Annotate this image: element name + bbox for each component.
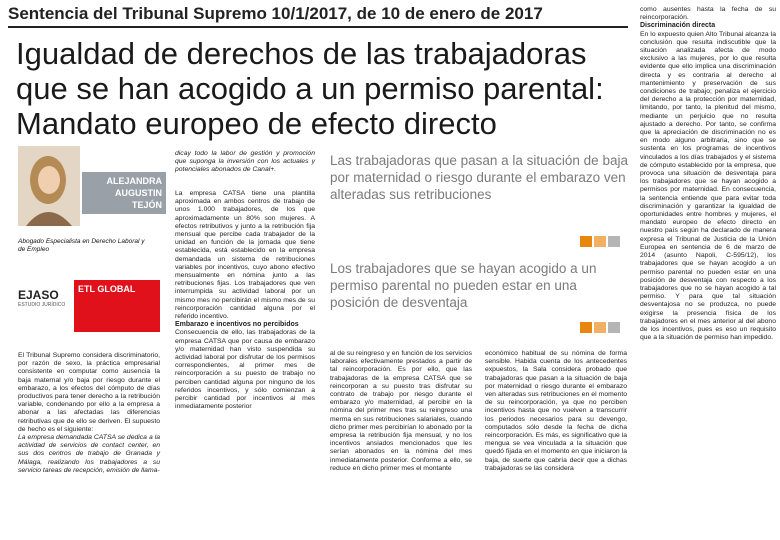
pull-quote-1: Las trabajadoras que pasan a la situación de baja por maternidad o riesgo durante el embarazo ven alteradas sus retribuciones	[330, 153, 628, 202]
article-col-3: al de su reingreso y en función de los servicios laborales efectivamente prestados a partir de tal reincorporación. Es por ello, que las trabajadoras de la empresa CATSA que se reincorporan a su puesto tras disfrutar su contrato de trabajo por riesgo durante el embarazo y/o maternidad, al percibir en la nómina del primer mes tras su reingreso una merma en sus retribuciones salariales, cuando dicho primer mes percibirían lo abonado por la empresa la retribución fija mensual, y no los incentivos ansiados mencionados que les serían abonados en la nómina del mes inmediatamente posterior. Conforme a ello, se reduce en dicho primer mes el montante	[330, 350, 472, 472]
author-portrait-icon	[18, 146, 80, 226]
accent-square	[608, 322, 620, 333]
col-1-italic: La empresa demandada CATSA se dedica a la actividad de servicios de contact center, en sus dos centros de trabajo de Granada y Málaga, realizando los trabajadores a su servicio tareas de recepción, emisión de llama-	[18, 434, 160, 474]
header-rule	[8, 26, 628, 28]
col-5-top: como ausentes hasta la fecha de su reincorporación.	[640, 6, 776, 22]
pull-quote-2-squares	[580, 322, 620, 333]
article-col-4: económico habitual de su nómina de forma sensible. Habida cuenta de los antecedentes expuestos, la Sala considera probado que trabajadoras que pasan a la situación de baja por maternidad o riesgo durante el embarazo ven alteradas sus retribuciones en el momento de su reincorporación, ya que no perciben incentivos hasta que no vuelven a transcurrir los periodos necesarios para su devengo, computados sólo desde la fecha de dicha reincorporación. Es más, es significativo que la mengua se vea vinculada a la situación que quedó fijada en el momento en que iniciaron la baja, de suerte que cabría decir que a dichas trabajadoras se las considera	[485, 350, 627, 472]
ejaso-logo-sub: ESTUDIO JURÍDICO	[18, 302, 66, 308]
ejaso-logo: EJASO	[18, 288, 59, 302]
article-col-5	[640, 6, 776, 342]
col-5-text: En lo expuesto quien Alto Tribunal alcanza la conclusión que resulta indiscutible que la situación analizada afecta de modo exclusivo a las mujeres, por lo que resulta evidente que ello implica una discriminación directa y es contraria al derecho al mantenimiento y preservación de sus condiciones de trabajo; penaliza el ejercicio del derecho a la protección por maternidad, limitando, por tanto, la plenitud del mismo, mediante un perjuicio que no resulta ajustado a derecho. Por tanto, se confirma que la apreciación de discriminación no es en modo alguno arbitraria, sino que se sustenta en los programas de incentivos vinculados a los días trabajados y el sistema de cómputo establecido por la empresa, que provoca una situación de desventaja para los trabajadores que se hayan acogido a permisos por maternidad. En consecuencia, la sentencia entiende que para evitar toda discriminación y garantizar la igualdad de oportunidades entre hombres y mujeres, el mandato europeo de efecto directo en nuestro país según ha declarado de manera expresa el Tribunal de Justicia de la Unión Europea en sentencia de 6 de marzo de 2014 (asunto Napoli, C-595/12), los trabajadores que se hayan acogido a un permiso parental no pueden estar en una posición de desventaja con respecto a los trabajadores que no se hayan acogido a tal permiso. Y para que tal situación desventajosa no se produzca, no puede exigirse la presencia física de los trabajadores en el mes anterior al del abono de los incentivos, pues es eso un requisito que a la situación de permiso han impedido.	[640, 30, 776, 342]
col-2-text: La empresa CATSA tiene una plantilla aproximada en ambos centros de trabajo de unos 1.000 trabajadores, de los que aproximadamente un 80% son mujeres. A efectos retributivos y junto a la retribución fija mensual que percibe cada trabajador de la unidad en función de la jornada que tiene establecida, está establecido en la empresa demandada un sistema de retribuciones variables por incentivos, cuyo abono efectivo mensualmente en nómina junto a las retribuciones fijas. Los trabajadores que ven interrumpida su actividad laboral por un mismo mes no percibirán el mismo mes de su reincorporación cantidad alguna por el referido incentivo.	[175, 190, 315, 321]
col-2-text-b: Consecuencia de ello, las trabajadoras de la empresa CATSA que por causa de embarazo y/o maternidad han visto suspendida su actividad laboral por disfrutar de los permisos correspondientes, al primer mes de reincorporación a su puesto de trabajo no perciben cantidad alguna por ninguno de los referidos incentivos, y sólo comienzan a percibir cantidad por incentivos al mes inmediatamente posterior	[175, 329, 315, 411]
pull-quote-2: Los trabajadores que se hayan acogido a un permiso parental no pueden estar en una posición de desventaja	[330, 261, 597, 310]
subhead-embarazo: Embarazo e incentivos no percibidos	[175, 321, 299, 329]
accent-square	[580, 236, 592, 247]
pull-quote-1-squares	[580, 236, 620, 247]
accent-square	[580, 322, 592, 333]
author-name: ALEJANDRA AUGUSTIN TEJÓN	[82, 172, 166, 214]
section-header: Sentencia del Tribunal Supremo 10/1/2017, de 10 de enero de 2017	[8, 4, 543, 23]
author-role: Abogado Especialista en Derecho Laboral y de Empleo	[18, 238, 145, 253]
col-2-top: dicay todo la labor de gestión y promoción que suponga la inversión con los actuales y potenciales abonados de Canal+.	[175, 150, 315, 174]
accent-square	[594, 322, 606, 333]
accent-square	[594, 236, 606, 247]
accent-square	[608, 236, 620, 247]
subhead-discriminacion: Discriminación directa	[640, 22, 716, 30]
col-1-text: El Tribunal Supremo considera discriminatorio, por razón de sexo, la práctica empresarial consistente en computar como ausencia la baja maternal y/o baja por riesgo durante el embarazo, a los efectos del cómputo de días productivos para tener derecho a la retribución variable, condenando por ello a la empresa a abonar a las afectadas las diferencias retributivas que de ello se deriven. El supuesto de hecho es el siguiente:	[18, 352, 160, 433]
author-photo	[18, 146, 80, 226]
article-col-1	[18, 352, 160, 475]
headline: Igualdad de derechos de las trabajadoras que se han acogido a un permiso parental: Mandato europeo de efecto directo	[16, 36, 604, 141]
article-col-2	[175, 190, 315, 411]
etl-global-badge: ETL GLOBAL	[74, 280, 160, 332]
